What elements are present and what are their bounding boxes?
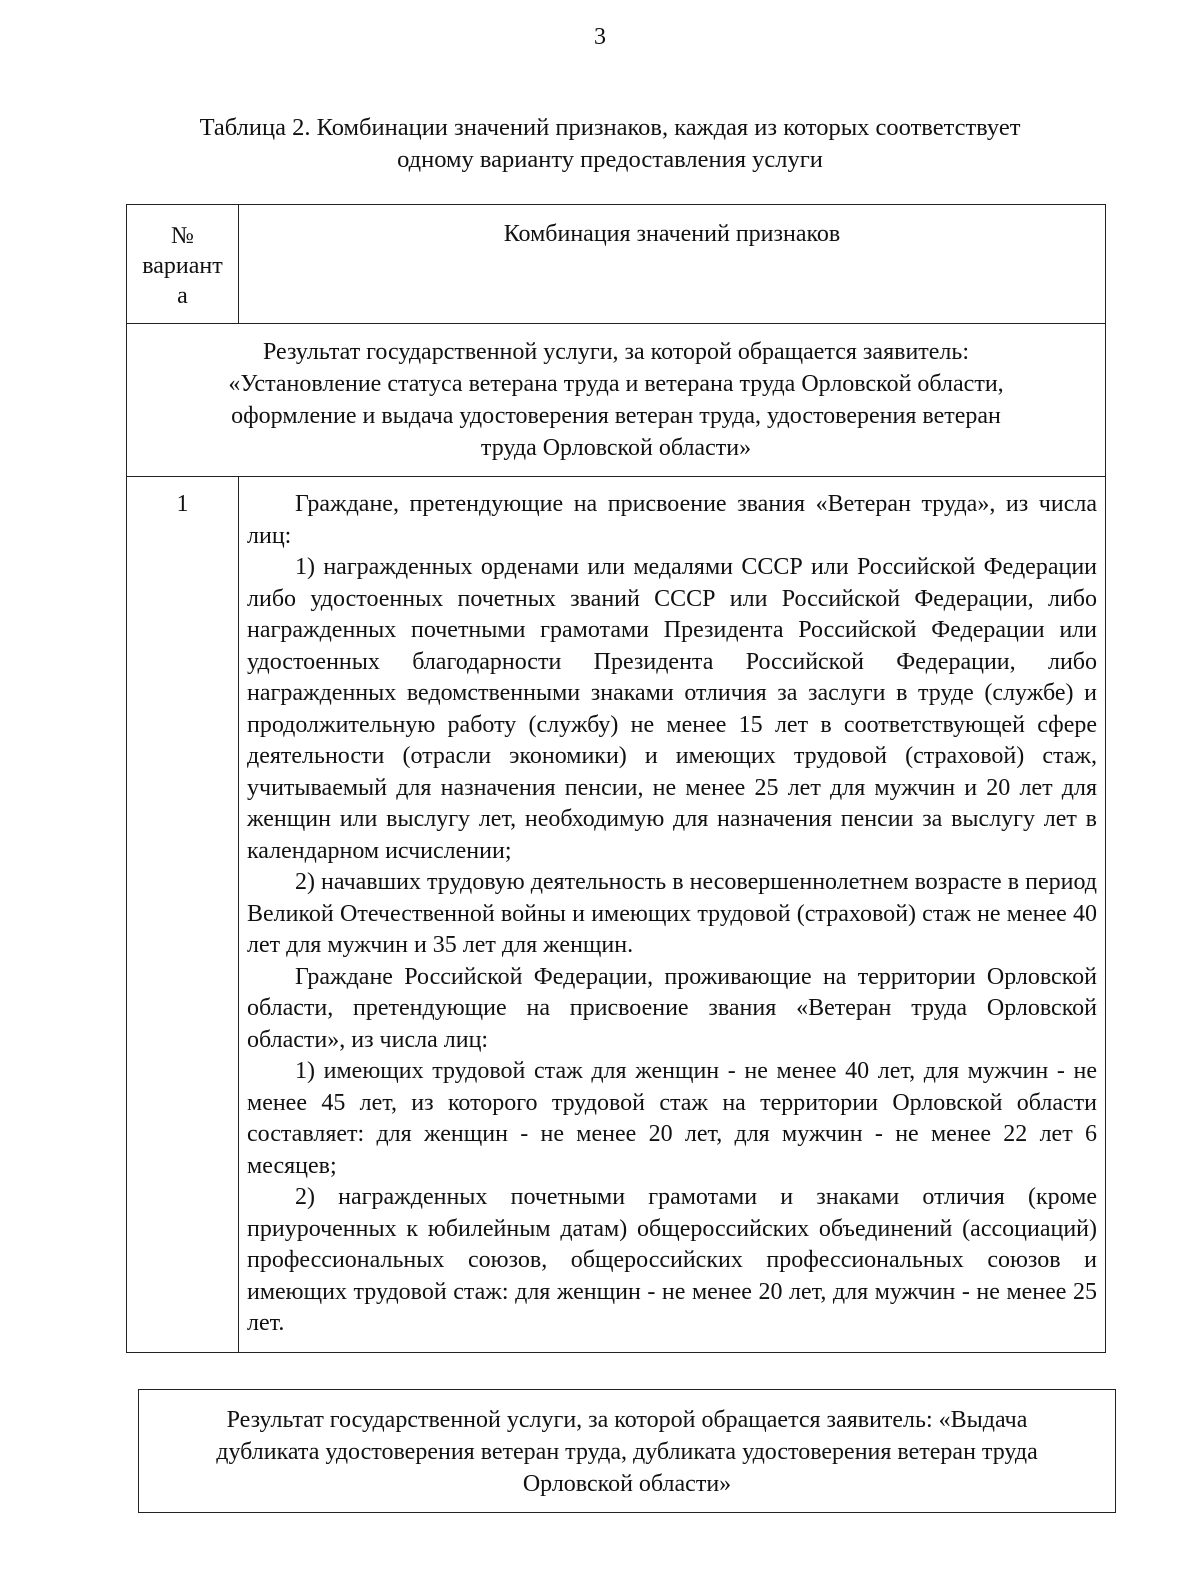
- result-text: [127, 324, 1105, 476]
- paragraph: 2) награжденных почетными грамотами и знаками отличия (кроме приуроченных к юбилейным датам) общероссийских объединений (ассоциаций) профессиональных союзов, общероссийских профессиональных союзов и имеющих трудовой стаж: для женщин - не менее 20 лет, для мужчин - не менее 25 лет.: [247, 1184, 1097, 1336]
- header-variant-number: [127, 205, 239, 323]
- result-text: [139, 1390, 1115, 1512]
- result-line: труда Орловской области»: [480, 435, 752, 461]
- caption-line: Таблица 2. Комбинации значений признаков, каждая из которых соответствует: [199, 114, 1021, 141]
- variants-table: [126, 204, 1106, 1353]
- table-caption: [120, 112, 1100, 176]
- table-header-row: [127, 205, 1105, 324]
- result-line: Орловской области»: [522, 1471, 732, 1497]
- variant-number: 1: [127, 477, 239, 1352]
- header-combination: Комбинация значений признаков: [503, 221, 841, 247]
- result-row: [127, 324, 1105, 477]
- header-num-line: №: [171, 223, 194, 249]
- page-number: 3: [594, 24, 606, 50]
- variant-description: [239, 477, 1105, 1352]
- paragraph: 1) имеющих трудовой стаж для женщин - не менее 40 лет, для мужчин - не менее 45 лет, из которого трудовой стаж на территории Орловской области составляет: для женщин - не менее 20 лет, для мужчин - не менее 22 лет 6 месяцев;: [247, 1058, 1097, 1179]
- paragraph: Граждане, претендующие на присвоение звания «Ветеран труда», из числа лиц:: [247, 491, 1097, 549]
- result-line: Результат государственной услуги, за которой обращается заявитель: «Выдача: [226, 1407, 1028, 1433]
- result-line: Результат государственной услуги, за которой обращается заявитель:: [262, 339, 970, 365]
- caption-line: одному варианту предоставления услуги: [397, 146, 823, 173]
- paragraph: Граждане Российской Федерации, проживающие на территории Орловской области, претендующие на присвоение звания «Ветеран труда Орловской области», из числа лиц:: [247, 963, 1097, 1053]
- header-num-line: а: [177, 283, 188, 309]
- result-row-duplicate: [138, 1389, 1116, 1513]
- table-row: [127, 477, 1105, 1352]
- result-line: «Установление статуса ветерана труда и ветерана труда Орловской области,: [228, 371, 1004, 397]
- header-num-line: вариант: [142, 253, 223, 279]
- result-line: оформление и выдача удостоверения ветеран труда, удостоверения ветеран: [231, 403, 1001, 429]
- result-line: дубликата удостоверения ветеран труда, дубликата удостоверения ветеран труда: [216, 1439, 1038, 1465]
- paragraph: 1) награжденных орденами или медалями СССР или Российской Федерации либо удостоенных почетных званий СССР или Российской Федерации, либо награжденных почетными грамотами Президента Российской Федерации или удостоенных благодарности Президента Российской Федерации, либо награжденных ведомственными знаками отличия за заслуги в труде (службе) и продолжительную работу (службу) не менее 15 лет в соответствующей сфере деятельности (отрасли экономики) и имеющих трудовой (страховой) стаж, учитываемый для назначения пенсии, не менее 25 лет для мужчин и 20 лет для женщин или выслугу лет, необходимую для назначения пенсии за выслугу лет в календарном исчислении;: [247, 554, 1097, 864]
- paragraph: 2) начавших трудовую деятельность в несовершеннолетнем возрасте в период Великой Отечественной войны и имеющих трудовой (страховой) стаж не менее 40 лет для мужчин и 35 лет для женщин.: [247, 869, 1097, 958]
